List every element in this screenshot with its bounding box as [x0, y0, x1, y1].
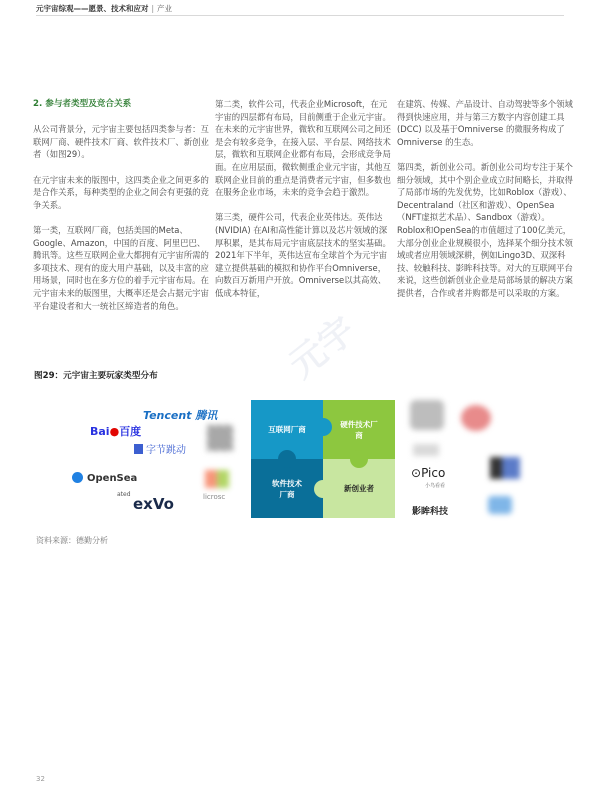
microsoft-logo: licrosc: [203, 493, 226, 501]
exvo-logo-subtitle: ated: [117, 491, 131, 498]
puzzle-knob: [350, 450, 368, 468]
blurred-logo: [413, 444, 439, 456]
blurred-logo: [410, 400, 444, 430]
running-header: 元宇宙综观——愿景、技术和应对 | 产业: [36, 4, 173, 13]
header-title: 元宇宙综观——愿景、技术和应对: [36, 4, 149, 13]
opensea-logo-text: OpenSea: [87, 473, 138, 484]
baidu-logo: [90, 423, 141, 439]
bytedance-logo: [134, 441, 186, 456]
puzzle-knob: [278, 450, 296, 468]
quadrant-label: 互联网厂商: [268, 425, 306, 434]
bytedance-logo-text: 字节跳动: [146, 445, 186, 456]
paragraph: 第四类，新创业公司。新创业公司均专注于某个细分领域，其中个别企业成立时间略长，并取得了局部市场的先发优势，比如Roblox（游戏）、Decentraland（社区和游戏）、OpenSea（NFT虚拟艺术品）、Sandbox（游戏）。Roblox和OpenSea的市值超过了100亿美元，大部分创业企业规模很小，选择某个细分技术领域或者应用领域深耕，例如Lingo3D、双深科技、较触科技、影眸科技等。对大的互联网平台来说，这些创新创业企业是局部场景的解决方案提供者，合作或者并购都是可以采取的方案。: [397, 161, 573, 298]
player-type-puzzle: [251, 400, 395, 518]
header-category: 产业: [157, 4, 173, 13]
blurred-logo: [461, 405, 491, 431]
yingmu-logo: 影眸科技: [412, 507, 449, 517]
blurred-logo: [207, 425, 233, 451]
paragraph: 在元宇宙未来的版图中，这四类企业之间更多的是合作关系，每种类型的企业之间会有更强的竞争关系。: [33, 174, 209, 210]
page-number: 32: [36, 775, 45, 783]
paw-icon: ●: [109, 425, 120, 438]
blurred-logo: [490, 457, 520, 479]
pico-icon: ⊙: [411, 466, 422, 480]
text-column-2: [215, 98, 391, 312]
figure-title: 图29：元宇宙主要玩家类型分布: [34, 371, 158, 381]
header-divider: [36, 15, 564, 16]
paragraph: 第一类，互联网厂商，包括美国的Meta、Google、Amazon，中国的百度、阿里巴巴、腾讯等。这些互联网企业大都拥有元宇宙所需的多项技术、现有的庞大用户基础，以及丰富的应用场景，同时也在多方位的着手元宇宙布局。在元宇宙未来的版图里，大概率还是会占据元宇宙平台建设者和大一统社区缔造者的角色。: [33, 224, 209, 311]
paragraph: 第二类，软件公司，代表企业Microsoft，在元宇宙的四层都有布局，目前侧重于企业元宇宙。在未来的元宇宙世界，微软和互联网公司之间还是会有较多竞争，在接入层、平台层、网络技术层，微软和互联网企业都有布局，会形成竞争局面。在应用层面，微软侧重企业元宇宙，其他互联网企业目前的重点是消费者元宇宙，但多数也在服务企业市场，未来的竞争会趋于激烈。: [215, 99, 391, 198]
section-title: 2. 参与者类型及竞合关系: [33, 99, 132, 109]
puzzle-knob: [314, 480, 332, 498]
quadrant-label: 软件技术厂商: [272, 478, 302, 499]
text-column-1: [33, 98, 209, 325]
pico-logo-text: Pico: [421, 466, 446, 480]
paragraph: 第三类，硬件公司，代表企业英伟达。英伟达 (NVIDIA) 在AI和高性能计算以及芯片领域的深厚积累，是其布局元宇宙底层技术的坚实基础。2021年下半年，英伟达宣布全球首个为元宇宙建立提供基础的模拟和协作平台Omniverse，向数百万新用户开放。Omniverse以其高效、低成本特征，: [215, 212, 391, 298]
text-column-3: [397, 98, 573, 312]
baidu-logo-text: Bai: [90, 425, 110, 438]
opensea-icon: [72, 472, 83, 483]
exvo-logo: exVo: [133, 495, 174, 513]
watermark: 元宇: [281, 309, 364, 387]
quadrant-label: 新创业者: [344, 484, 374, 493]
opensea-logo: [72, 472, 137, 484]
paragraph: 在建筑、传媒、产品设计、自动驾驶等多个领域得到快速应用，并与第三方数字内容创建工具 (DCC) 以及基于Omniverse 的微服务构成了Omniverse 的生态。: [397, 99, 573, 147]
blurred-logo: [488, 496, 512, 514]
source-note: 资料来源：德勤分析: [36, 536, 108, 545]
bytedance-icon: [134, 444, 143, 454]
tencent-logo: Tencent 腾讯: [143, 409, 218, 422]
pico-logo-subtitle: 小鸟看看: [425, 483, 446, 489]
baidu-logo-cn: 百度: [119, 425, 142, 438]
paragraph: 从公司背景分，元宇宙主要包括四类参与者：互联网厂商、硬件技术厂商、软件技术厂、新创业者（如图29）。: [33, 124, 209, 160]
quadrant-label: 硬件技术厂商: [340, 419, 378, 440]
blurred-logo: [205, 470, 229, 488]
pico-logo: [411, 466, 445, 480]
puzzle-knob: [314, 418, 332, 436]
